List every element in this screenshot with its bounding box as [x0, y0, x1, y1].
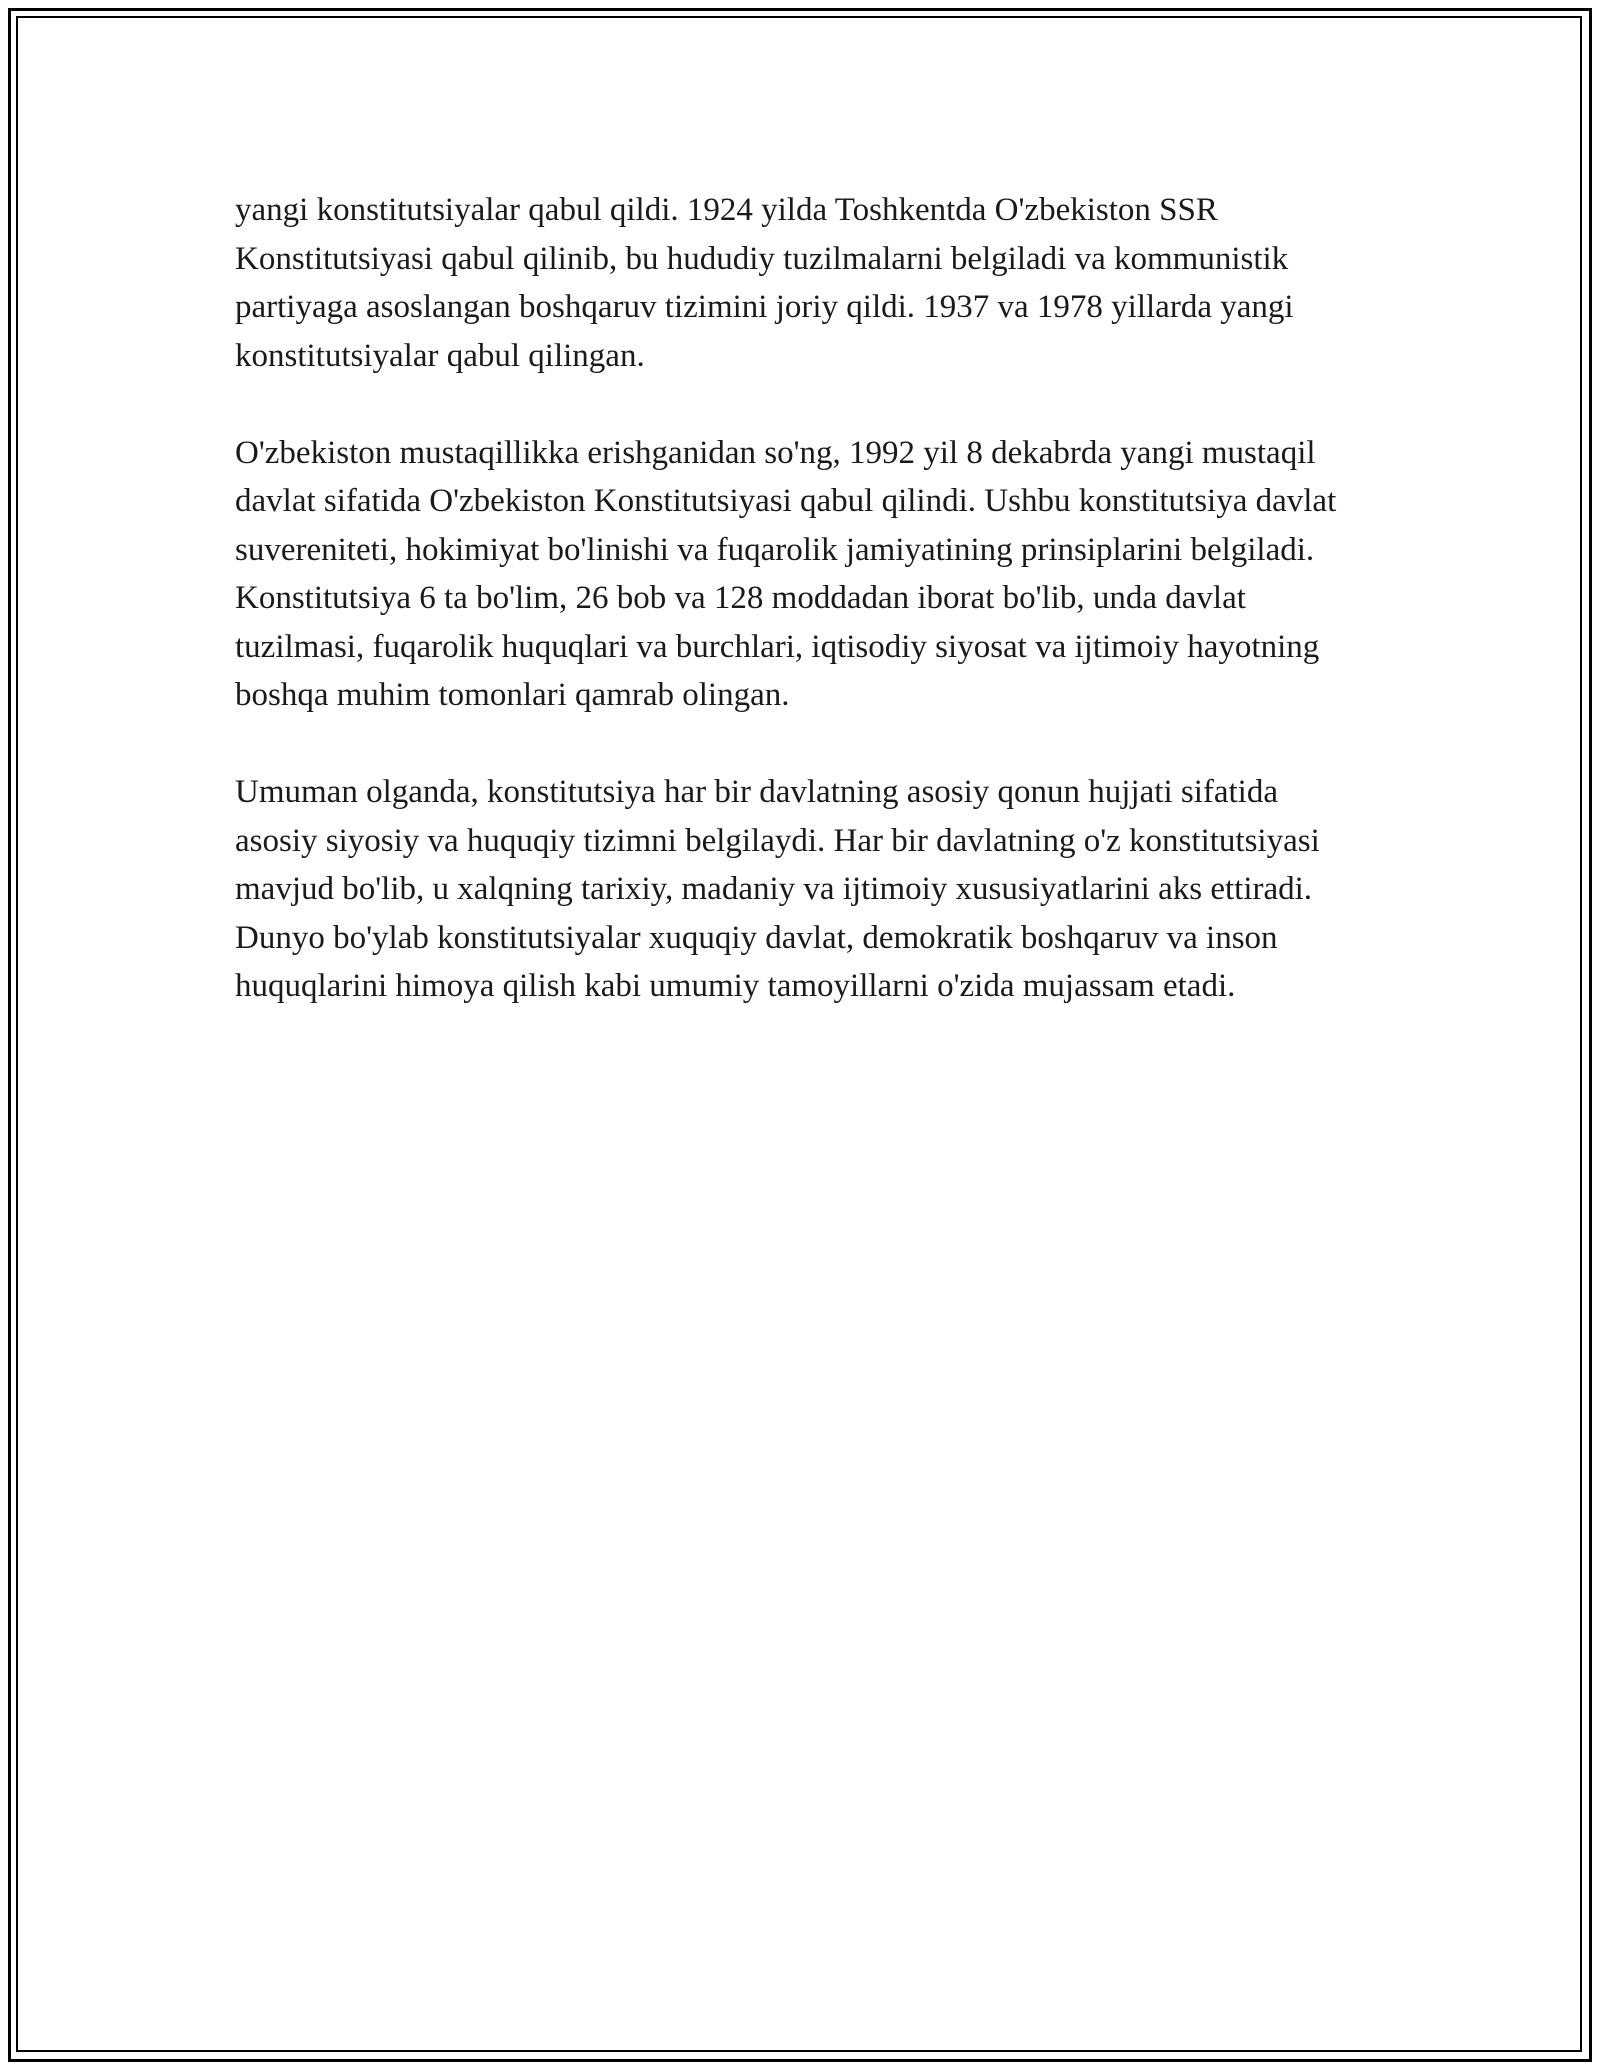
paragraph-3: Umuman olganda, konstitutsiya har bir davlatning asosiy qonun hujjati sifatida asosiy siyosiy va huquqiy tizimni belgilaydi. Har bir davlatning o'z konstitutsiyasi mavjud bo'lib, u xalqning tarixiy, madaniy va ijtimoiy xususiyatlarini aks ettiradi. Dunyo bo'ylab konstitutsiyalar xuquqiy davlat, demokratik boshqaruv va inson huquqlarini himoya qilish kabi umumiy tamoyillarni o'zida mujassam etadi. [235, 774, 1320, 1004]
document-body [235, 186, 1365, 1059]
paragraph-2: O'zbekiston mustaqillikka erishganidan so'ng, 1992 yil 8 dekabrda yangi mustaqil davlat sifatida O'zbekiston Konstitutsiyasi qabul qilindi. Ushbu konstitutsiya davlat suvereniteti, hokimiyat bo'linishi va fuqarolik jamiyatining prinsiplarini belgiladi. Konstitutsiya 6 ta bo'lim, 26 bob va 128 moddadan iborat bo'lib, unda davlat tuzilmasi, fuqarolik huquqlari va burchlari, iqtisodiy siyosat va ijtimoiy hayotning boshqa muhim tomonlari qamrab olingan. [235, 434, 1337, 713]
paragraph-1: yangi konstitutsiyalar qabul qildi. 1924 yilda Toshkentda O'zbekiston SSR Konstitutsiyasi qabul qilinib, bu hududiy tuzilmalarni belgiladi va kommunistik partiyaga asoslangan boshqaruv tizimini joriy qildi. 1937 va 1978 yillarda yangi konstitutsiyalar qabul qilingan. [235, 192, 1294, 374]
